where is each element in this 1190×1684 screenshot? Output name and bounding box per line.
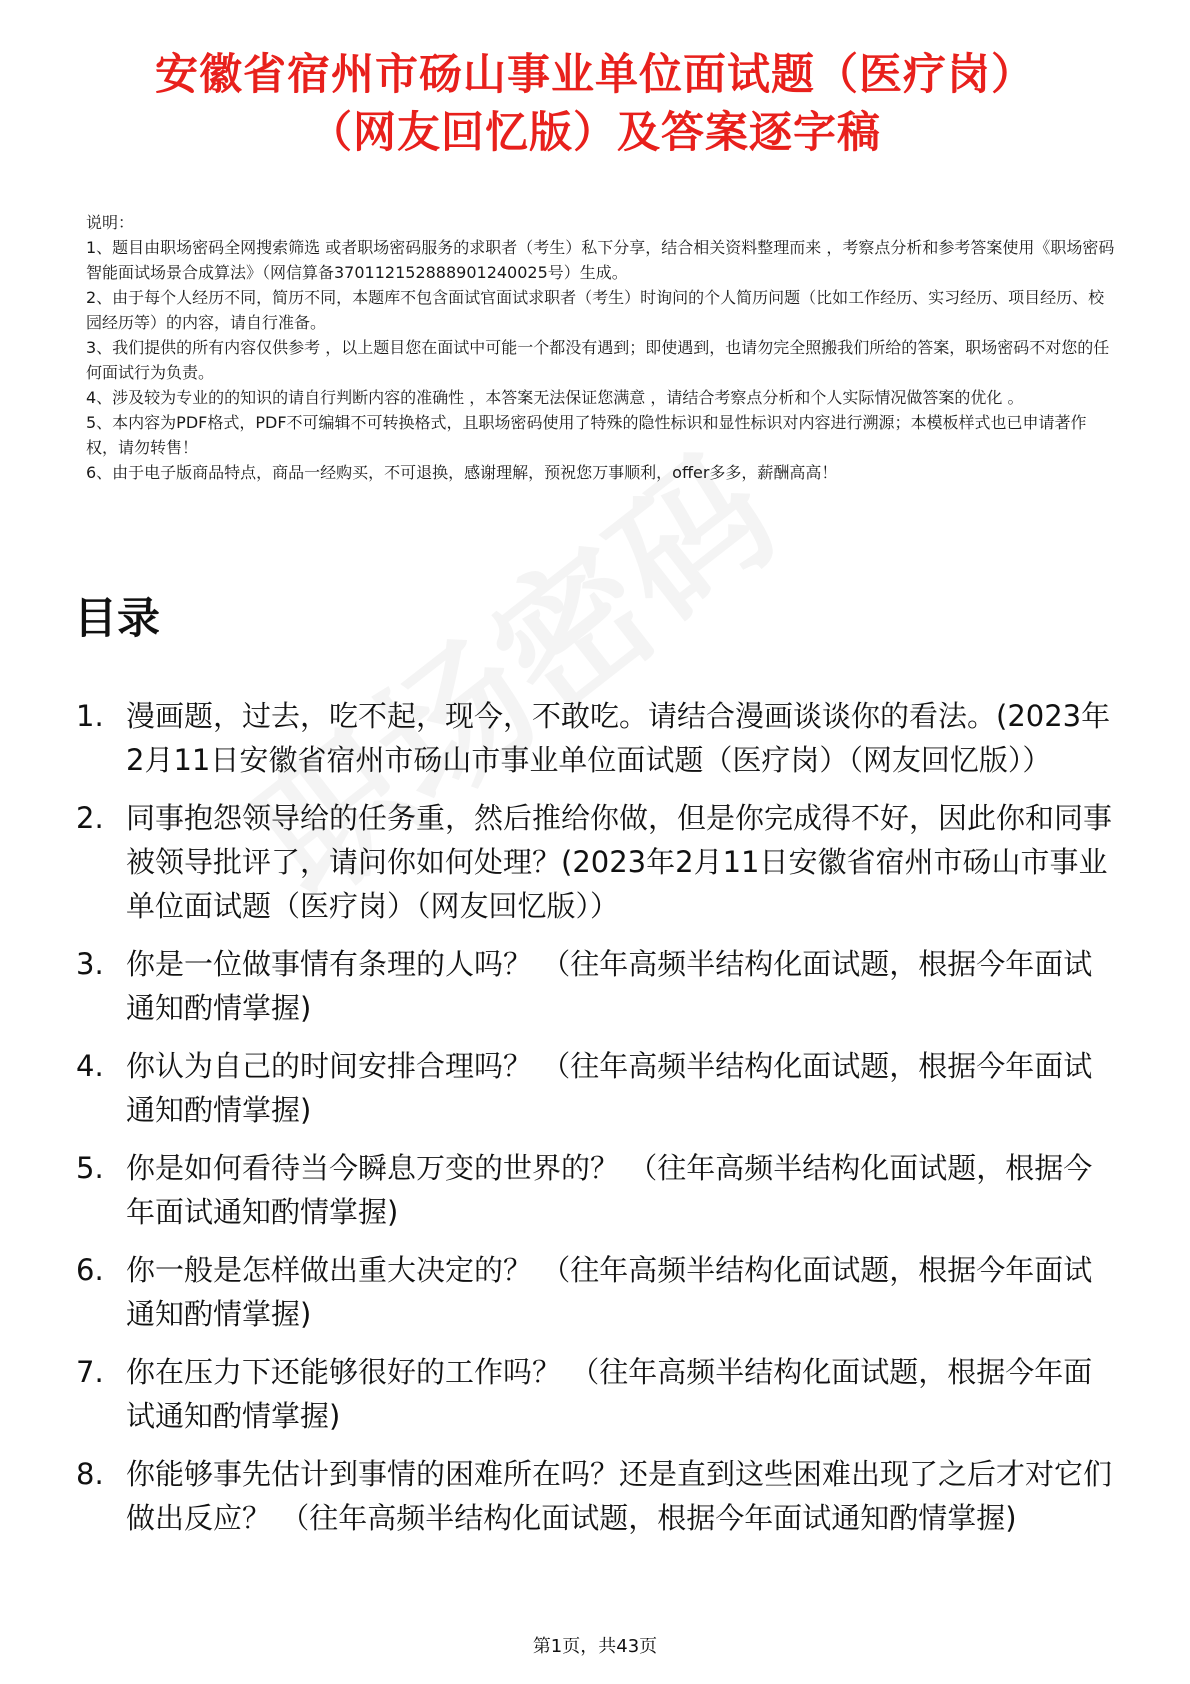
- toc-item-number: 5.: [76, 1151, 104, 1185]
- toc-item-number: 1.: [76, 699, 104, 733]
- toc-item-text: 你是一位做事情有条理的人吗？ （往年高频半结构化面试题，根据今年面试通知酌情掌握): [126, 947, 1093, 1025]
- toc-item-6[interactable]: [74, 1248, 1118, 1336]
- document-title: [40, 46, 1150, 162]
- toc-item-number: 7.: [76, 1355, 104, 1389]
- note-item-2: 2、由于每个人经历不同，简历不同，本题库不包含面试官面试求职者（考生）时询问的个人简历问题（比如工作经历、实习经历、项目经历、校园经历等）的内容，请自行准备。: [86, 288, 1105, 332]
- toc-heading: 目录: [74, 594, 160, 644]
- toc-item-number: 6.: [76, 1253, 104, 1287]
- toc-item-4[interactable]: [74, 1044, 1118, 1132]
- toc-item-text: 同事抱怨领导给的任务重，然后推给你做，但是你完成得不好，因此你和同事被领导批评了，请问你如何处理？(2023年2月11日安徽省宿州市砀山市事业单位面试题（医疗岗）（网友回忆版））: [126, 801, 1113, 923]
- toc-item-text: 你一般是怎样做出重大决定的？ （往年高频半结构化面试题，根据今年面试通知酌情掌握): [126, 1253, 1093, 1331]
- note-item-1: 1、题目由职场密码全网搜索筛选 或者职场密码服务的求职者（考生）私下分享，结合相关资料整理而来 ，考察点分析和参考答案使用《职场密码智能面试场景合成算法》（网信算备370112152888901240025号）生成。: [86, 238, 1115, 282]
- title-line-2: （网友回忆版）及答案逐字稿: [309, 108, 881, 158]
- toc-item-number: 4.: [76, 1049, 104, 1083]
- toc-item-8[interactable]: [74, 1452, 1118, 1540]
- toc-item-text: 你在压力下还能够很好的工作吗？ （往年高频半结构化面试题，根据今年面试通知酌情掌握): [126, 1355, 1093, 1433]
- notes-heading: 说明：: [86, 213, 135, 232]
- page-footer: 第1页，共43页: [532, 1636, 658, 1657]
- toc-item-number: 8.: [76, 1457, 104, 1491]
- toc-item-text: 漫画题，过去，吃不起，现今，不敢吃。请结合漫画谈谈你的看法。(2023年2月11日安徽省宿州市砀山市事业单位面试题（医疗岗）（网友回忆版））: [126, 699, 1111, 777]
- toc-item-7[interactable]: [74, 1350, 1118, 1438]
- toc-item-3[interactable]: [74, 942, 1118, 1030]
- toc-item-number: 2.: [76, 801, 104, 835]
- note-item-3: 3、我们提供的所有内容仅供参考 ，以上题目您在面试中可能一个都没有遇到；即使遇到，也请勿完全照搬我们所给的答案，职场密码不对您的任何面试行为负责。: [86, 338, 1110, 382]
- toc-item-text: 你能够事先估计到事情的困难所在吗？还是直到这些困难出现了之后才对它们做出反应？ （往年高频半结构化面试题，根据今年面试通知酌情掌握): [126, 1457, 1113, 1535]
- note-item-6: 6、由于电子版商品特点，商品一经购买，不可退换，感谢理解，预祝您万事顺利，offer多多，薪酬高高！: [86, 463, 838, 482]
- disclaimer-notes: [86, 210, 1116, 485]
- note-item-4: 4、涉及较为专业的的知识的请自行判断内容的准确性 ，本答案无法保证您满意 ，请结合考察点分析和个人实际情况做答案的优化 。: [86, 388, 1024, 407]
- table-of-contents: [74, 694, 1118, 1554]
- title-line-1: 安徽省宿州市砀山事业单位面试题（医疗岗）: [155, 50, 1035, 100]
- toc-item-1[interactable]: [74, 694, 1118, 782]
- toc-item-number: 3.: [76, 947, 104, 981]
- note-item-5: 5、本内容为PDF格式，PDF不可编辑不可转换格式，且职场密码使用了特殊的隐性标识和显性标识对内容进行溯源；本模板样式也已申请著作权，请勿转售！: [86, 413, 1087, 457]
- toc-item-text: 你认为自己的时间安排合理吗？ （往年高频半结构化面试题，根据今年面试通知酌情掌握): [126, 1049, 1093, 1127]
- toc-item-5[interactable]: [74, 1146, 1118, 1234]
- toc-item-text: 你是如何看待当今瞬息万变的世界的？ （往年高频半结构化面试题，根据今年面试通知酌情掌握): [126, 1151, 1093, 1229]
- toc-item-2[interactable]: [74, 796, 1118, 928]
